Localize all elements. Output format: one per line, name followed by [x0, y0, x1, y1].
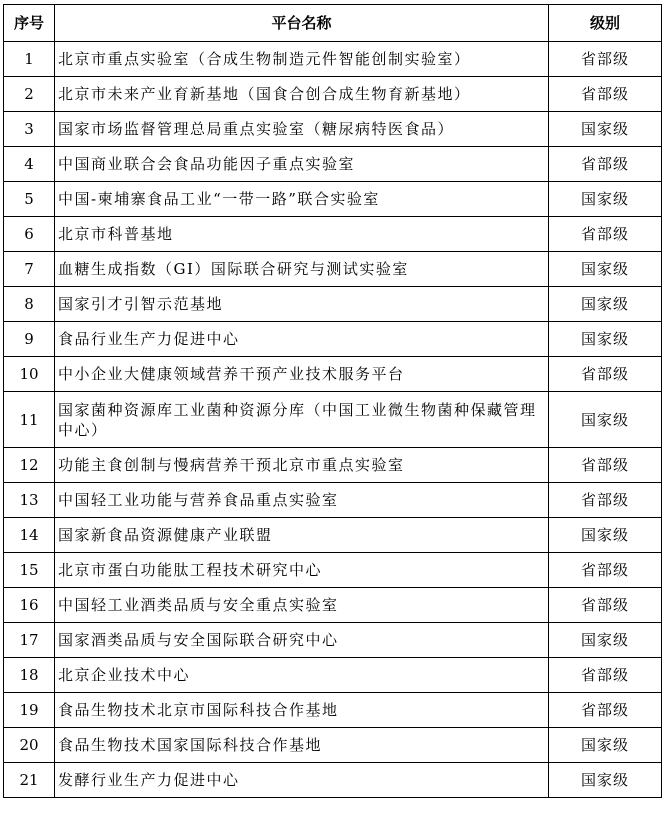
row-name: 国家菌种资源库工业菌种资源分库（中国工业微生物菌种保藏管理中心） — [55, 392, 549, 448]
row-name: 发酵行业生产力促进中心 — [55, 763, 549, 798]
row-level: 省部级 — [549, 693, 662, 728]
table-row — [4, 182, 662, 217]
table-row — [4, 448, 662, 483]
row-level: 省部级 — [549, 357, 662, 392]
row-level: 省部级 — [549, 77, 662, 112]
row-level: 省部级 — [549, 553, 662, 588]
row-num: 18 — [4, 658, 55, 693]
table-row — [4, 42, 662, 77]
row-level: 国家级 — [549, 518, 662, 553]
table-row — [4, 623, 662, 658]
table-row — [4, 588, 662, 623]
table-row — [4, 763, 662, 798]
row-name: 中国轻工业酒类品质与安全重点实验室 — [55, 588, 549, 623]
row-num: 12 — [4, 448, 55, 483]
row-level: 国家级 — [549, 287, 662, 322]
row-num: 1 — [4, 42, 55, 77]
table-row — [4, 518, 662, 553]
row-name: 功能主食创制与慢病营养干预北京市重点实验室 — [55, 448, 549, 483]
row-name: 中国-柬埔寨食品工业“一带一路”联合实验室 — [55, 182, 549, 217]
header-name: 平台名称 — [55, 5, 549, 42]
row-name: 北京市蛋白功能肽工程技术研究中心 — [55, 553, 549, 588]
row-name: 中小企业大健康领域营养干预产业技术服务平台 — [55, 357, 549, 392]
row-level: 国家级 — [549, 112, 662, 147]
row-num: 10 — [4, 357, 55, 392]
table-row — [4, 693, 662, 728]
row-num: 6 — [4, 217, 55, 252]
row-level: 国家级 — [549, 623, 662, 658]
row-name: 中国商业联合会食品功能因子重点实验室 — [55, 147, 549, 182]
row-name: 北京市科普基地 — [55, 217, 549, 252]
table-row — [4, 728, 662, 763]
row-level: 国家级 — [549, 392, 662, 448]
table-row — [4, 483, 662, 518]
row-num: 20 — [4, 728, 55, 763]
row-level: 省部级 — [549, 448, 662, 483]
row-num: 9 — [4, 322, 55, 357]
table-row — [4, 357, 662, 392]
table-row — [4, 322, 662, 357]
row-level: 省部级 — [549, 658, 662, 693]
table-row — [4, 287, 662, 322]
row-num: 15 — [4, 553, 55, 588]
row-level: 国家级 — [549, 252, 662, 287]
row-num: 21 — [4, 763, 55, 798]
row-name: 国家引才引智示范基地 — [55, 287, 549, 322]
row-num: 11 — [4, 392, 55, 448]
row-num: 14 — [4, 518, 55, 553]
row-name: 食品生物技术国家国际科技合作基地 — [55, 728, 549, 763]
row-num: 7 — [4, 252, 55, 287]
row-level: 国家级 — [549, 728, 662, 763]
row-num: 2 — [4, 77, 55, 112]
row-level: 省部级 — [549, 147, 662, 182]
table-row — [4, 217, 662, 252]
row-name: 食品生物技术北京市国际科技合作基地 — [55, 693, 549, 728]
row-level: 国家级 — [549, 763, 662, 798]
row-level: 省部级 — [549, 42, 662, 77]
row-name: 北京企业技术中心 — [55, 658, 549, 693]
table-row — [4, 658, 662, 693]
row-name: 国家新食品资源健康产业联盟 — [55, 518, 549, 553]
row-num: 17 — [4, 623, 55, 658]
row-name: 北京市重点实验室（合成生物制造元件智能创制实验室） — [55, 42, 549, 77]
table-row — [4, 112, 662, 147]
table-row — [4, 392, 662, 448]
platform-table — [3, 4, 662, 798]
row-name: 食品行业生产力促进中心 — [55, 322, 549, 357]
row-level: 国家级 — [549, 322, 662, 357]
header-level: 级别 — [549, 5, 662, 42]
row-num: 13 — [4, 483, 55, 518]
row-name: 中国轻工业功能与营养食品重点实验室 — [55, 483, 549, 518]
row-level: 省部级 — [549, 588, 662, 623]
row-num: 3 — [4, 112, 55, 147]
row-name: 国家市场监督管理总局重点实验室（糖尿病特医食品） — [55, 112, 549, 147]
row-num: 4 — [4, 147, 55, 182]
row-name: 北京市未来产业育新基地（国食合创合成生物育新基地） — [55, 77, 549, 112]
header-num: 序号 — [4, 5, 55, 42]
row-level: 国家级 — [549, 182, 662, 217]
table-row — [4, 252, 662, 287]
row-num: 5 — [4, 182, 55, 217]
header-row — [4, 5, 662, 42]
table-row — [4, 77, 662, 112]
row-num: 19 — [4, 693, 55, 728]
table-row — [4, 553, 662, 588]
table-row — [4, 147, 662, 182]
row-level: 省部级 — [549, 217, 662, 252]
row-name: 国家酒类品质与安全国际联合研究中心 — [55, 623, 549, 658]
row-num: 8 — [4, 287, 55, 322]
row-name: 血糖生成指数（GI）国际联合研究与测试实验室 — [55, 252, 549, 287]
row-num: 16 — [4, 588, 55, 623]
row-level: 省部级 — [549, 483, 662, 518]
